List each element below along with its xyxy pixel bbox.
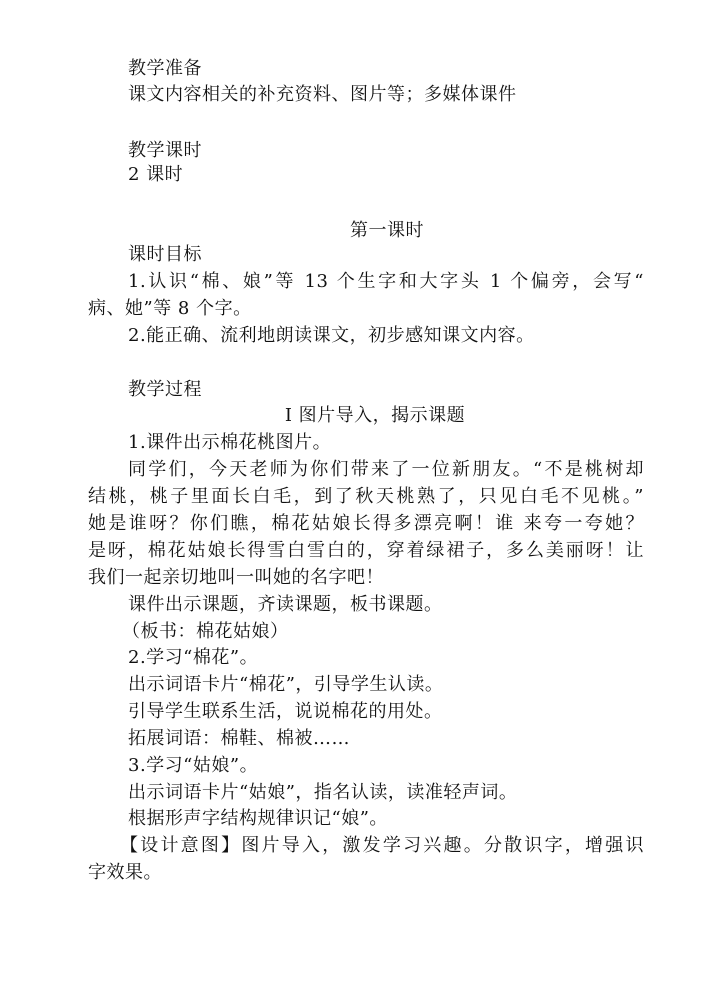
hours-heading: 教学课时 bbox=[128, 140, 202, 161]
paragraph-5: 2.学习“棉花”。 bbox=[128, 647, 259, 668]
goal-1-line-2: 病、她”等 8 个字。 bbox=[88, 298, 252, 319]
paragraph-10: 出示词语卡片“姑娘”，指名认读，读准轻声词。 bbox=[128, 782, 518, 803]
prep-heading: 教学准备 bbox=[128, 58, 202, 79]
lesson-title: 第一课时 bbox=[350, 220, 424, 241]
paragraph-3: 课件出示课题，齐读课题，板书课题。 bbox=[128, 594, 443, 615]
goal-2: 2.能正确、流利地朗读课文，初步感知课文内容。 bbox=[128, 325, 535, 346]
paragraph-2-line-5: 我们一起亲切地叫一叫她的名字吧！ bbox=[88, 567, 384, 588]
paragraph-4: （板书：棉花姑娘） bbox=[122, 621, 289, 642]
design-intent-line-1: 【设计意图】图片导入，激发学习兴趣。分散识字，增强识 bbox=[120, 835, 644, 856]
paragraph-2-line-4: 是呀，棉花姑娘长得雪白雪白的，穿着绿裙子，多么美丽呀！让 bbox=[88, 540, 644, 561]
paragraph-11: 根据形声字结构规律识记“娘”。 bbox=[128, 808, 388, 829]
prep-content: 课文内容相关的补充资料、图片等；多媒体课件 bbox=[128, 84, 517, 105]
paragraph-2-line-2: 结桃，桃子里面长白毛，到了秋天桃熟了，只见白毛不见桃。” bbox=[88, 486, 644, 507]
goals-heading: 课时目标 bbox=[128, 244, 202, 265]
paragraph-9: 3.学习“姑娘”。 bbox=[128, 755, 259, 776]
paragraph-2-line-1: 同学们，今天老师为你们带来了一位新朋友。“不是桃树却 bbox=[128, 459, 644, 480]
paragraph-2-line-3: 她是谁呀？你们瞧，棉花姑娘长得多漂亮啊！谁 来夸一夸她？ bbox=[88, 513, 644, 534]
section-1-title: Ⅰ 图片导入，揭示课题 bbox=[284, 405, 466, 426]
paragraph-1: 1.课件出示棉花桃图片。 bbox=[128, 432, 332, 453]
hours-content: 2 课时 bbox=[128, 164, 184, 185]
process-heading: 教学过程 bbox=[128, 379, 202, 400]
design-intent-line-2: 字效果。 bbox=[88, 862, 162, 883]
paragraph-8: 拓展词语：棉鞋、棉被…… bbox=[128, 728, 350, 749]
paragraph-7: 引导学生联系生活，说说棉花的用处。 bbox=[128, 701, 443, 722]
paragraph-6: 出示词语卡片“棉花”，引导学生认读。 bbox=[128, 674, 444, 695]
goal-1-line-1: 1.认识“棉、娘”等 13 个生字和大字头 1 个偏旁，会写“ bbox=[128, 271, 644, 292]
